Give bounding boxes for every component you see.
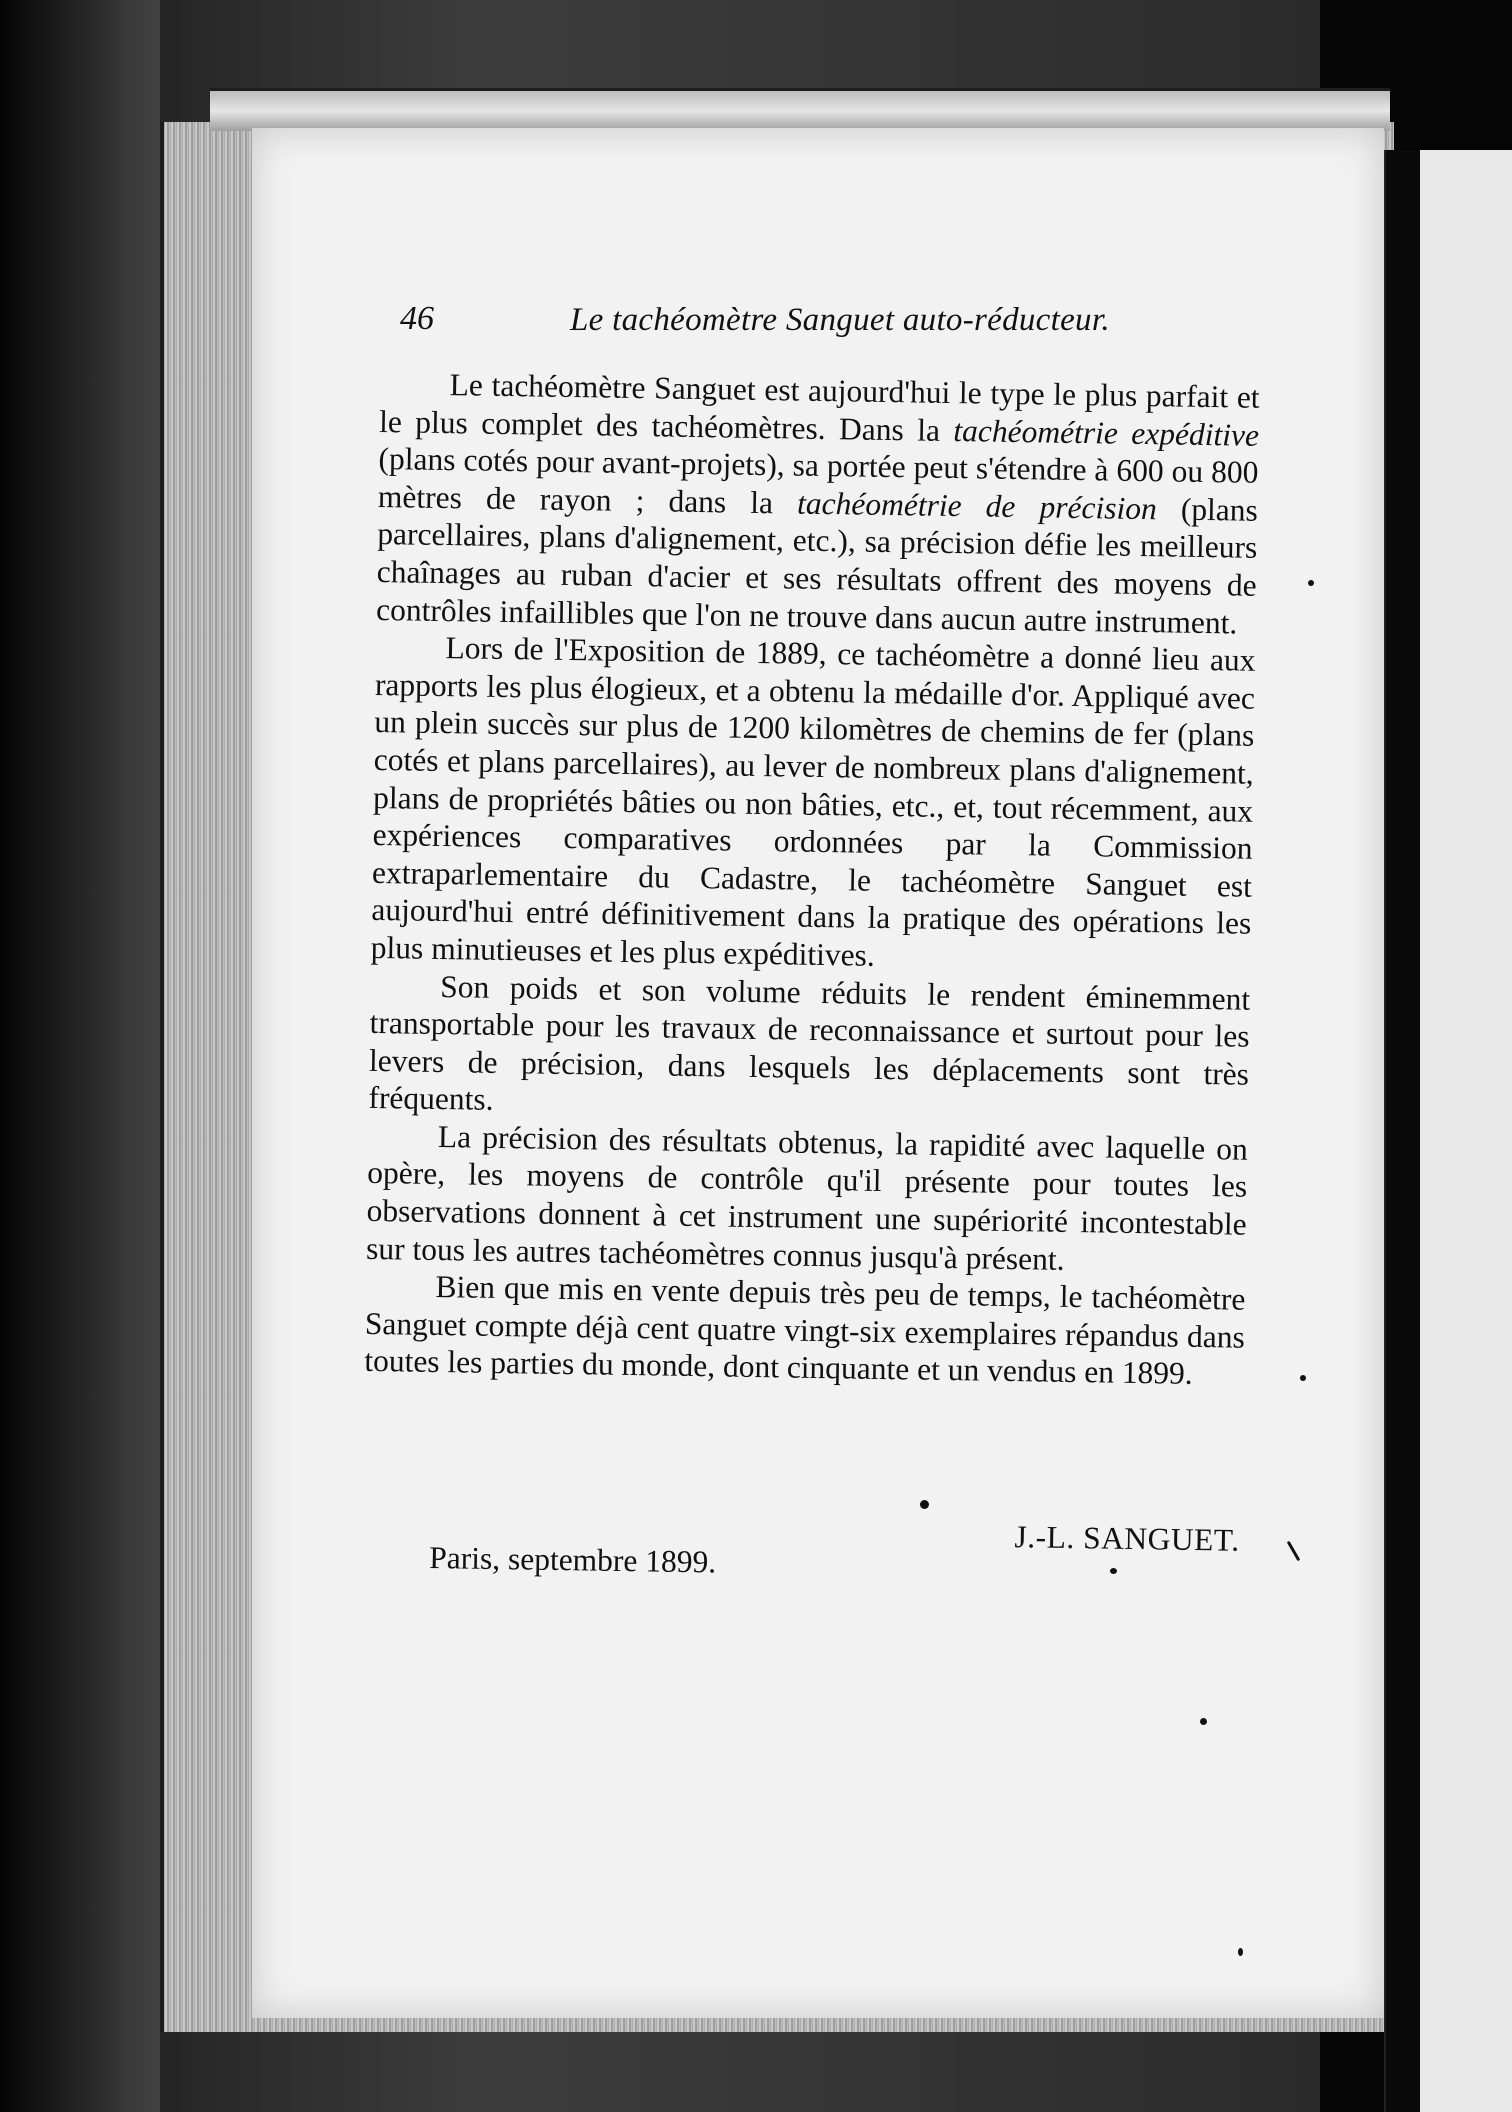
page-number: 46 bbox=[400, 300, 434, 337]
italic-term: tachéométrie expéditive bbox=[953, 412, 1260, 453]
paragraph-text: Le tachéomètre Sanguet est aujourd'hui le type le plus parfait et le plus complet des tachéomètres. Dans la bbox=[378, 367, 1260, 448]
signature-block bbox=[429, 1510, 1240, 1603]
place-date: Paris, septembre 1899. bbox=[428, 1539, 717, 1580]
paragraph-1 bbox=[376, 365, 1260, 642]
paragraph-text: Bien que mis en vente depuis très peu de temps, le tachéomètre Sanguet compte déjà cent quatre vingt-six exemplaires répandus dans toutes les parties du monde, dont cinquante et un vendus en 1899. bbox=[364, 1269, 1246, 1392]
paragraph-text: (plans cotés pour avant-projets), sa portée peut s'étendre à 600 ou 800 mètres de rayon ; dans la bbox=[377, 441, 1259, 521]
italic-term: tachéométrie de précision bbox=[796, 485, 1158, 526]
paragraph-3 bbox=[368, 966, 1250, 1130]
author-signature: J.-L. SANGUET. bbox=[1014, 1519, 1240, 1558]
running-title: Le tachéomètre Sanguet auto-réducteur. bbox=[570, 302, 1110, 338]
paragraph-5 bbox=[364, 1267, 1246, 1394]
paragraph-text: Lors de l'Exposition de 1889, ce tachéomètre a donné lieu aux rapports les plus élogieux, et a obtenu la médaille d'or. Appliqué avec un plein succès sur plus de 1200 kilomètres de chemins de fer (plans cotés et plans parcellaires), au lever de nombreux plans d'alignement, plans de propriétés bâties ou non bâties, etc., et, tout récemment, aux expériences comparatives ordonnées par la Commission extraparlementaire du Cadastre, le tachéomètre Sanguet est aujourd'hui entré définitivement dans la pratique des opérations les plus minutieuses et les plus expéditives. bbox=[370, 630, 1256, 973]
body-text bbox=[364, 365, 1260, 1394]
paragraph-4 bbox=[366, 1117, 1248, 1281]
page-top-edge bbox=[210, 88, 1390, 131]
scan-speck bbox=[1308, 580, 1314, 586]
paragraph-text: La précision des résultats obtenus, la rapidité avec laquelle on opère, les moyens de contrôle qu'il présente pour toutes les observations donnent à cet instrument une supériorité incontestable sur tous les autres tachéomètres connus jusqu'à présent. bbox=[365, 1118, 1249, 1277]
facing-page-edge bbox=[1420, 150, 1512, 2112]
paragraph-text: (plans parcellaires, plans d'alignement, etc.), sa précision défie les meilleurs chaînages au ruban d'acier et ses résultats offrent des moyens de contrôles infaillibles que l'on ne trouve dans aucun autre instrument. bbox=[375, 491, 1259, 641]
paragraph-2 bbox=[371, 628, 1256, 980]
page-header bbox=[400, 300, 1260, 360]
scan-speck bbox=[920, 1500, 929, 1509]
paragraph-text: Son poids et son volume réduits le rendent éminemment transportable pour les travaux de reconnaissance et surtout pour les levers de précision, dans lesquels les déplacements sont très fréquents. bbox=[368, 968, 1251, 1118]
scan-speck bbox=[1200, 1718, 1207, 1725]
scan-speck bbox=[1300, 1375, 1306, 1381]
book-gutter bbox=[1384, 150, 1422, 2112]
scan-speck bbox=[1238, 1948, 1243, 1956]
